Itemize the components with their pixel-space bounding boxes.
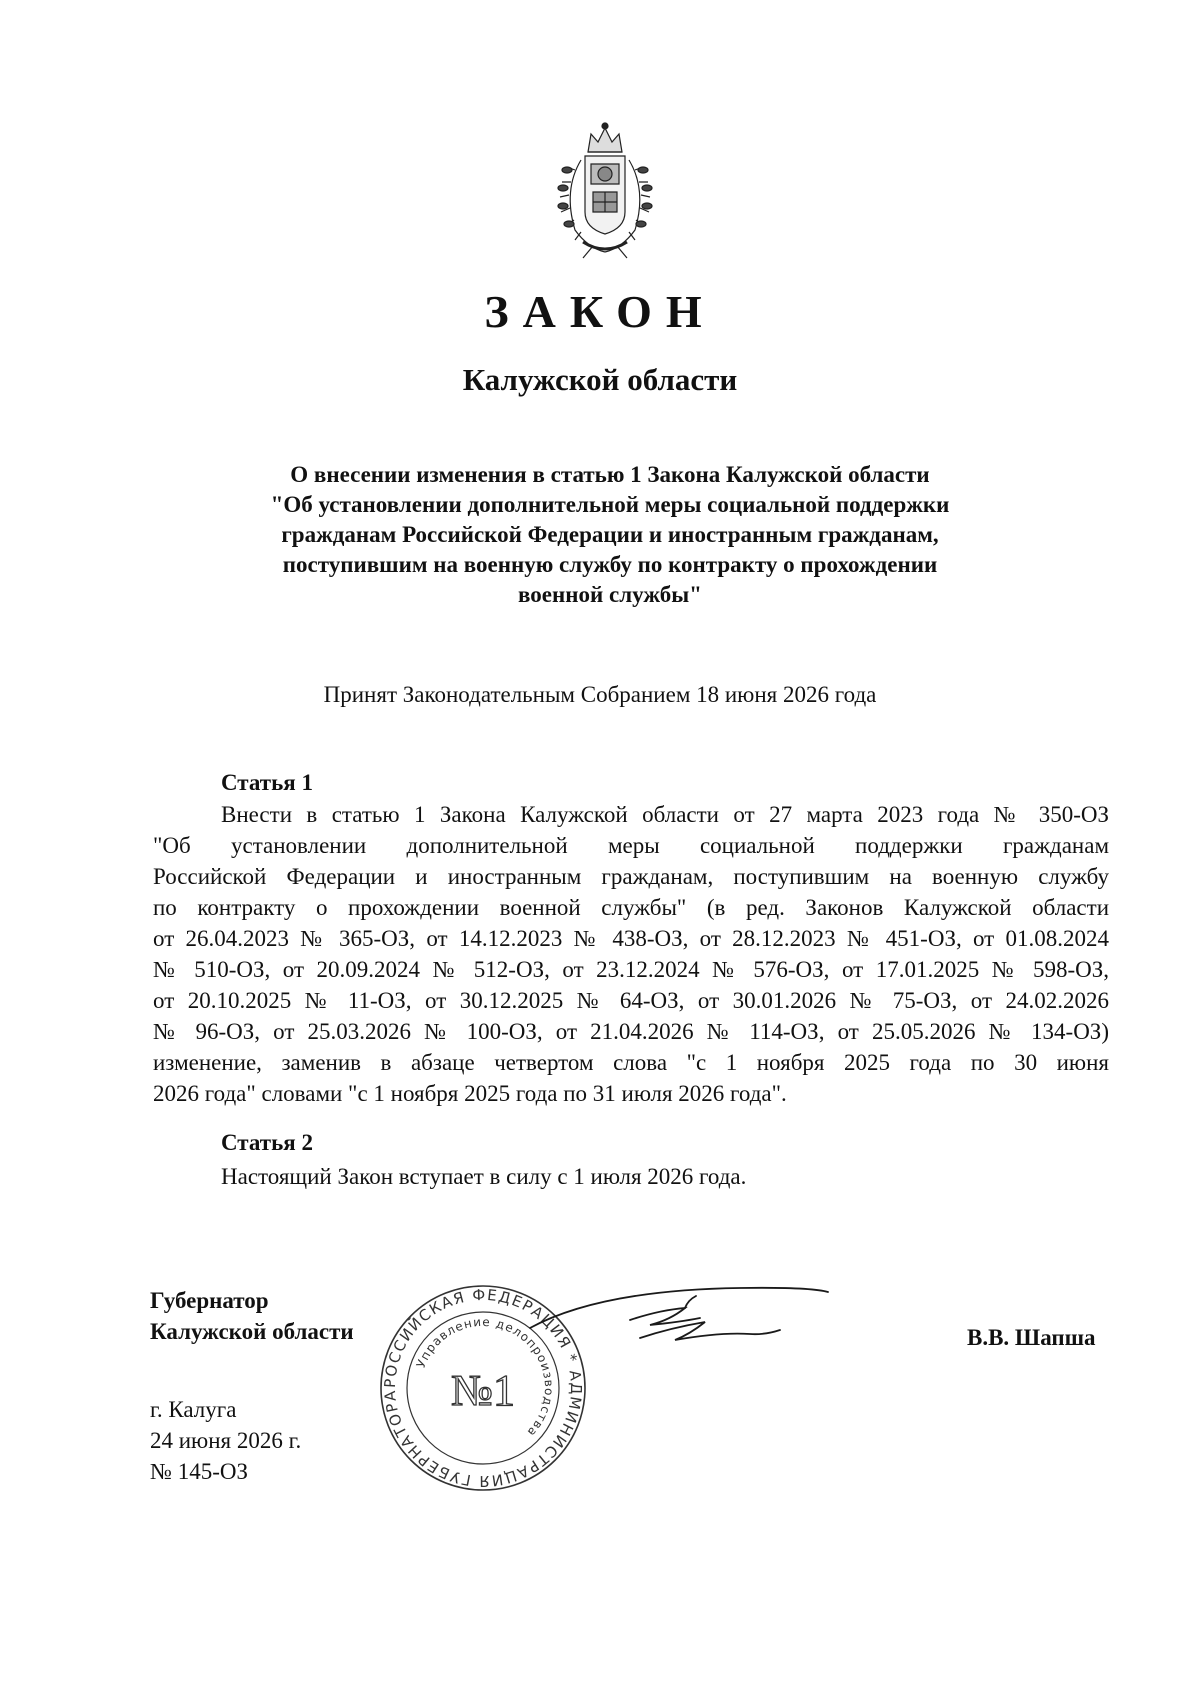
article-2-text: Настоящий Закон вступает в силу с 1 июля 2026 года. (221, 1164, 747, 1189)
article-1-line: № 96-ОЗ, от 25.03.2026 № 100-ОЗ, от 21.04.2026 № 114-ОЗ, от 25.05.2026 № 134-ОЗ) (153, 1019, 1109, 1044)
law-heading (200, 460, 1020, 610)
svg-text:Управление делопроизводства: Управление делопроизводства (413, 1314, 557, 1440)
article-1-line: изменение, заменив в абзаце четвертом слова "с 1 ноября 2025 года по 30 июня (153, 1050, 1109, 1075)
heading-line: О внесении изменения в статью 1 Закона Калужской области (290, 462, 930, 487)
article-1-line: от 26.04.2023 № 365-ОЗ, от 14.12.2023 № 438-ОЗ, от 28.12.2023 № 451-ОЗ, от 01.08.2024 (153, 926, 1109, 951)
article-1-line: от 20.10.2025 № 11-ОЗ, от 30.12.2025 № 64-ОЗ, от 30.01.2026 № 75-ОЗ, от 24.02.2026 (153, 988, 1109, 1013)
adoption-note: Принят Законодательным Собранием 18 июня 2026 года (323, 682, 877, 707)
article-1-title: Статья 1 (221, 770, 313, 795)
signatory-position-line2: Калужской области (150, 1319, 354, 1344)
heading-line: гражданам Российской Федерации и иностранным гражданам, (281, 522, 939, 547)
signatory-name: В.В. Шапша (967, 1325, 1096, 1350)
article-1-body (153, 799, 1109, 1109)
svg-text:РОССИЙСКАЯ ФЕДЕРАЦИЯ * АДМИНИС: РОССИЙСКАЯ ФЕДЕРАЦИЯ * АДМИНИСТРАЦИЯ ГУБЕРНАТОРА (380, 1285, 586, 1491)
heading-line: военной службы" (518, 582, 702, 607)
article-1-line: по контракту о прохождении военной службы" (в ред. Законов Калужской области (153, 895, 1109, 920)
article-1-line: 2026 года" словами "с 1 ноября 2025 года по 31 июля 2026 года". (153, 1081, 787, 1106)
svg-text:№1: №1 (451, 1366, 515, 1415)
signatory-position-line1: Губернатор (150, 1288, 269, 1313)
document-title: ЗАКОН (484, 286, 716, 337)
coat-of-arms-emblem (553, 120, 658, 260)
signing-date: 24 июня 2026 г. (150, 1428, 302, 1453)
heading-line: поступившим на военную службу по контракту о прохождении (282, 552, 938, 577)
law-number: № 145-ОЗ (150, 1459, 248, 1484)
city: г. Калуга (150, 1397, 237, 1422)
article-1-line: № 510-ОЗ, от 20.09.2024 № 512-ОЗ, от 23.12.2024 № 576-ОЗ, от 17.01.2025 № 598-ОЗ, (153, 957, 1109, 982)
handwritten-signature (510, 1270, 840, 1360)
heading-line: "Об установлении дополнительной меры социальной поддержки (270, 492, 950, 517)
article-1-line: Внести в статью 1 Закона Калужской области от 27 марта 2023 года № 350-ОЗ (221, 802, 1109, 827)
article-1-line: "Об установлении дополнительной меры социальной поддержки гражданам (153, 833, 1109, 858)
document-subtitle: Калужской области (462, 362, 738, 397)
article-1-line: Российской Федерации и иностранным гражданам, поступившим на военную службу (153, 864, 1109, 889)
article-2-title: Статья 2 (221, 1130, 313, 1155)
